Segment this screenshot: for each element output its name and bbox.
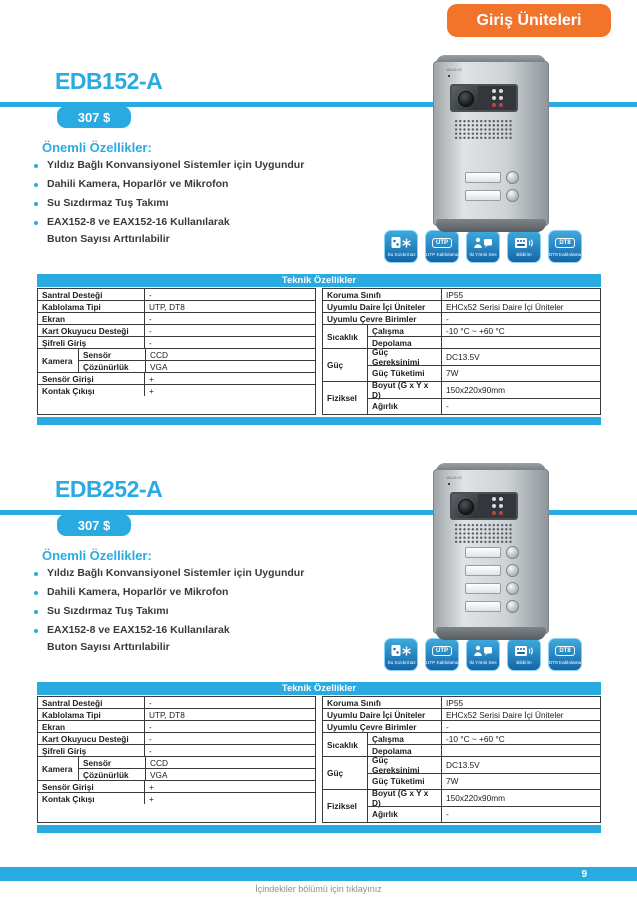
two-way-audio-badge bbox=[466, 230, 500, 263]
badge-label: UTP Kablolama bbox=[425, 660, 459, 666]
spec-label: Güç Tüketimi bbox=[372, 776, 425, 787]
call-button bbox=[506, 600, 519, 613]
product-model-title: EDB252-A bbox=[55, 476, 163, 502]
panel-bottom-cap bbox=[436, 219, 546, 232]
waterproof-icon bbox=[391, 643, 411, 659]
nameplate bbox=[465, 601, 501, 612]
dt8-cabling-badge bbox=[548, 638, 582, 671]
price-badge: 307 $ bbox=[57, 514, 131, 536]
spec-value: 7W bbox=[441, 774, 600, 790]
feature-text: EAX152-8 ve EAX152-16 Kullanılarak bbox=[47, 624, 230, 636]
spec-value: - bbox=[144, 721, 315, 732]
mic-hole bbox=[448, 483, 450, 485]
feature-text: Yıldız Bağlı Konvansiyonel Sistemler için Uygundur bbox=[47, 567, 305, 579]
spec-label: Sensör Girişi bbox=[42, 781, 94, 792]
badge-label: İki Yönlü Ses bbox=[469, 252, 497, 258]
spec-label: Uyumlu Daire İçi Üniteler bbox=[327, 709, 426, 720]
call-button bbox=[506, 546, 519, 559]
camera-lens bbox=[458, 499, 474, 515]
nameplate-row bbox=[465, 601, 519, 612]
spec-table-left bbox=[37, 696, 316, 823]
feature-item bbox=[34, 217, 404, 228]
led-indicators bbox=[478, 86, 516, 110]
spec-group-label: Güç bbox=[327, 768, 344, 778]
spec-label: Uyumlu Daire İçi Üniteler bbox=[327, 301, 426, 312]
spec-group-label: Sıcaklık bbox=[327, 331, 358, 342]
spec-label: Çalışma bbox=[372, 325, 404, 336]
spec-label: Boyut (G x Y x D) bbox=[372, 787, 429, 808]
spec-label: Güç Gereksinimi bbox=[372, 754, 420, 775]
badge-label: Bildirim bbox=[516, 252, 532, 258]
feature-item bbox=[34, 179, 404, 190]
spec-group-label: Kamera bbox=[42, 355, 73, 366]
features-heading: Önemli Özellikler: bbox=[42, 548, 152, 563]
spec-label: Depolama bbox=[372, 745, 412, 756]
spec-label: Ekran bbox=[42, 313, 66, 324]
feature-item-continuation bbox=[47, 642, 404, 653]
led-indicators bbox=[478, 494, 516, 518]
nameplate bbox=[465, 565, 501, 576]
spec-table-right bbox=[322, 696, 601, 823]
notification-icon bbox=[514, 235, 534, 251]
two-way-audio-icon bbox=[473, 235, 493, 251]
spec-label: Çözünürlük bbox=[83, 769, 129, 780]
spec-label: Güç Tüketimi bbox=[372, 368, 425, 379]
feature-badges bbox=[384, 638, 582, 671]
spec-label: Kablolama Tipi bbox=[42, 301, 101, 312]
feature-text: Buton Sayısı Arttırılabilir bbox=[47, 233, 170, 245]
spec-value: -10 °C ~ +60 °C bbox=[441, 325, 600, 336]
price-badge: 307 $ bbox=[57, 106, 131, 128]
bullet-icon bbox=[34, 629, 38, 633]
spec-value: - bbox=[441, 807, 600, 823]
spec-label: Uyumlu Çevre Birimler bbox=[327, 313, 417, 324]
dt8-icon: DT8 bbox=[555, 235, 574, 251]
spec-label: Sensör bbox=[83, 349, 112, 360]
bullet-icon bbox=[34, 164, 38, 168]
bullet-icon bbox=[34, 221, 38, 225]
nameplate-row bbox=[465, 190, 519, 201]
spec-value: CCD bbox=[145, 757, 315, 768]
feature-text: EAX152-8 ve EAX152-16 Kullanılarak bbox=[47, 216, 230, 228]
page-number: 9 bbox=[581, 868, 587, 880]
feature-text: Buton Sayısı Arttırılabilir bbox=[47, 641, 170, 653]
badge-label: DT8 Kablolama bbox=[548, 660, 582, 666]
spec-label: Uyumlu Çevre Birimler bbox=[327, 721, 417, 732]
spec-label: Kart Okuyucu Desteği bbox=[42, 733, 129, 744]
spec-value: + bbox=[144, 385, 315, 396]
spec-label: Sensör bbox=[83, 757, 112, 768]
spec-value: DC13.5V bbox=[441, 757, 600, 773]
spec-label: Ağırlık bbox=[372, 401, 398, 412]
feature-item bbox=[34, 160, 404, 171]
spec-label: Çalışma bbox=[372, 733, 404, 744]
mic-hole bbox=[448, 75, 450, 77]
dt8-cabling-badge bbox=[548, 230, 582, 263]
section-tab-label: Giriş Üniteleri bbox=[476, 11, 582, 29]
spec-label: Çözünürlük bbox=[83, 361, 129, 372]
bullet-icon bbox=[34, 591, 38, 595]
feature-text: Su Sızdırmaz Tuş Takımı bbox=[47, 605, 169, 617]
nameplate bbox=[465, 583, 501, 594]
feature-text: Su Sızdırmaz Tuş Takımı bbox=[47, 197, 169, 209]
spec-value: - bbox=[144, 337, 315, 348]
waterproof-icon bbox=[391, 235, 411, 251]
badge-label: İki Yönlü Ses bbox=[469, 660, 497, 666]
spec-value: IP55 bbox=[441, 697, 600, 708]
footer-bar bbox=[0, 867, 637, 881]
spec-label: Şifreli Giriş bbox=[42, 337, 87, 348]
spec-table-bottom-bar bbox=[37, 825, 601, 833]
spec-table-title: Teknik Özellikler bbox=[37, 682, 601, 695]
spec-value: EHCx52 Serisi Daire İçi Üniteler bbox=[441, 301, 600, 312]
spec-value: - bbox=[144, 745, 315, 756]
spec-value: VGA bbox=[145, 361, 315, 372]
feature-item bbox=[34, 198, 404, 209]
bullet-icon bbox=[34, 572, 38, 576]
badge-label: Su Sızdırmaz bbox=[386, 660, 416, 666]
spec-label: Kart Okuyucu Desteği bbox=[42, 325, 129, 336]
waterproof-badge bbox=[384, 638, 418, 671]
dt8-icon: DT8 bbox=[555, 643, 574, 659]
nameplate-group bbox=[465, 172, 519, 208]
notification-badge bbox=[507, 638, 541, 671]
spec-value: 150x220x90mm bbox=[441, 382, 600, 398]
spec-table-title: Teknik Özellikler bbox=[37, 274, 601, 287]
spec-table bbox=[37, 274, 601, 425]
badge-label: UTP Kablolama bbox=[425, 252, 459, 258]
speaker-grille bbox=[454, 523, 512, 544]
spec-group-label: Fiziksel bbox=[327, 393, 357, 403]
two-way-audio-badge bbox=[466, 638, 500, 671]
bullet-icon bbox=[34, 183, 38, 187]
spec-value: - bbox=[441, 399, 600, 415]
spec-value: - bbox=[441, 313, 600, 324]
camera-lens-area bbox=[452, 494, 478, 518]
features-heading: Önemli Özellikler: bbox=[42, 140, 152, 155]
spec-value: - bbox=[144, 697, 315, 708]
feature-item bbox=[34, 625, 404, 636]
spec-group-label: Sıcaklık bbox=[327, 739, 358, 750]
nameplate bbox=[465, 547, 501, 558]
spec-group-label: Güç bbox=[327, 360, 344, 370]
spec-value: - bbox=[144, 733, 315, 744]
nameplate-row bbox=[465, 172, 519, 183]
feature-item bbox=[34, 587, 404, 598]
call-button bbox=[506, 189, 519, 202]
speaker-grille bbox=[454, 119, 512, 140]
nameplate bbox=[465, 172, 501, 183]
nameplate-group bbox=[465, 547, 519, 619]
spec-value: - bbox=[441, 721, 600, 732]
camera-module bbox=[450, 492, 518, 520]
spec-value: CCD bbox=[145, 349, 315, 360]
spec-value: - bbox=[144, 289, 315, 300]
spec-label: Sensör Girişi bbox=[42, 373, 94, 384]
call-button bbox=[506, 171, 519, 184]
panel-face bbox=[433, 61, 549, 226]
utp-icon: UTP bbox=[432, 643, 452, 659]
spec-value: + bbox=[144, 793, 315, 804]
spec-value: -10 °C ~ +60 °C bbox=[441, 733, 600, 744]
utp-cabling-badge bbox=[425, 230, 459, 263]
spec-table-left bbox=[37, 288, 316, 415]
spec-label: Boyut (G x Y x D) bbox=[372, 379, 429, 400]
spec-value: - bbox=[144, 313, 315, 324]
spec-label: Güç Gereksinimi bbox=[372, 346, 420, 367]
bullet-icon bbox=[34, 610, 38, 614]
camera-lens bbox=[458, 91, 474, 107]
panel-face bbox=[433, 469, 549, 634]
camera-module bbox=[450, 84, 518, 112]
spec-table-bottom-bar bbox=[37, 417, 601, 425]
notification-badge bbox=[507, 230, 541, 263]
product-section-edb252a bbox=[0, 408, 637, 820]
spec-label: Santral Desteği bbox=[42, 289, 103, 300]
spec-label: Ağırlık bbox=[372, 809, 398, 820]
spec-table-right bbox=[322, 288, 601, 415]
spec-table bbox=[37, 682, 601, 833]
spec-label: Kontak Çıkışı bbox=[42, 385, 95, 396]
bullet-icon bbox=[34, 202, 38, 206]
call-button bbox=[506, 582, 519, 595]
brand-label: AUDIO bbox=[447, 475, 463, 480]
waterproof-badge bbox=[384, 230, 418, 263]
camera-lens-area bbox=[452, 86, 478, 110]
product-photo bbox=[433, 55, 549, 232]
spec-value: 7W bbox=[441, 366, 600, 382]
features-list bbox=[34, 568, 404, 661]
spec-value: UTP, DT8 bbox=[144, 301, 315, 312]
spec-group-label: Kamera bbox=[42, 763, 73, 774]
utp-cabling-badge bbox=[425, 638, 459, 671]
spec-label: Kablolama Tipi bbox=[42, 709, 101, 720]
nameplate-row bbox=[465, 547, 519, 558]
spec-label: Depolama bbox=[372, 337, 412, 348]
panel-bottom-cap bbox=[436, 627, 546, 640]
spec-value: + bbox=[144, 781, 315, 792]
spec-label: Şifreli Giriş bbox=[42, 745, 87, 756]
spec-label: Kontak Çıkışı bbox=[42, 793, 95, 804]
two-way-audio-icon bbox=[473, 643, 493, 659]
spec-value: EHCx52 Serisi Daire İçi Üniteler bbox=[441, 709, 600, 720]
spec-value: IP55 bbox=[441, 289, 600, 300]
brand-label: AUDIO bbox=[447, 67, 463, 72]
feature-text: Dahili Kamera, Hoparlör ve Mikrofon bbox=[47, 586, 229, 598]
spec-value: 150x220x90mm bbox=[441, 790, 600, 806]
product-photo bbox=[433, 463, 549, 640]
spec-value bbox=[441, 337, 600, 348]
spec-value: VGA bbox=[145, 769, 315, 780]
spec-value: DC13.5V bbox=[441, 349, 600, 365]
product-model-title: EDB152-A bbox=[55, 68, 163, 94]
spec-label: Koruma Sınıfı bbox=[327, 697, 381, 708]
spec-label: Santral Desteği bbox=[42, 697, 103, 708]
badge-label: Su Sızdırmaz bbox=[386, 252, 416, 258]
badge-label: Bildirim bbox=[516, 660, 532, 666]
spec-label: Ekran bbox=[42, 721, 66, 732]
spec-value: UTP, DT8 bbox=[144, 709, 315, 720]
spec-label: Koruma Sınıfı bbox=[327, 289, 381, 300]
feature-item bbox=[34, 606, 404, 617]
product-section-edb152a bbox=[0, 0, 637, 412]
nameplate-row bbox=[465, 583, 519, 594]
feature-text: Yıldız Bağlı Konvansiyonel Sistemler için Uygundur bbox=[47, 159, 305, 171]
spec-value bbox=[441, 745, 600, 756]
call-button bbox=[506, 564, 519, 577]
utp-icon: UTP bbox=[432, 235, 452, 251]
spec-value: - bbox=[144, 325, 315, 336]
nameplate-row bbox=[465, 565, 519, 576]
table-of-contents-link[interactable]: İçindekiler bölümü için tıklayınız bbox=[255, 884, 382, 894]
notification-icon bbox=[514, 643, 534, 659]
feature-text: Dahili Kamera, Hoparlör ve Mikrofon bbox=[47, 178, 229, 190]
badge-label: DT8 Kablolama bbox=[548, 252, 582, 258]
nameplate bbox=[465, 190, 501, 201]
feature-badges bbox=[384, 230, 582, 263]
spec-group-label: Fiziksel bbox=[327, 801, 357, 811]
feature-item bbox=[34, 568, 404, 579]
spec-value: + bbox=[144, 373, 315, 384]
features-list bbox=[34, 160, 404, 253]
feature-item-continuation bbox=[47, 234, 404, 245]
